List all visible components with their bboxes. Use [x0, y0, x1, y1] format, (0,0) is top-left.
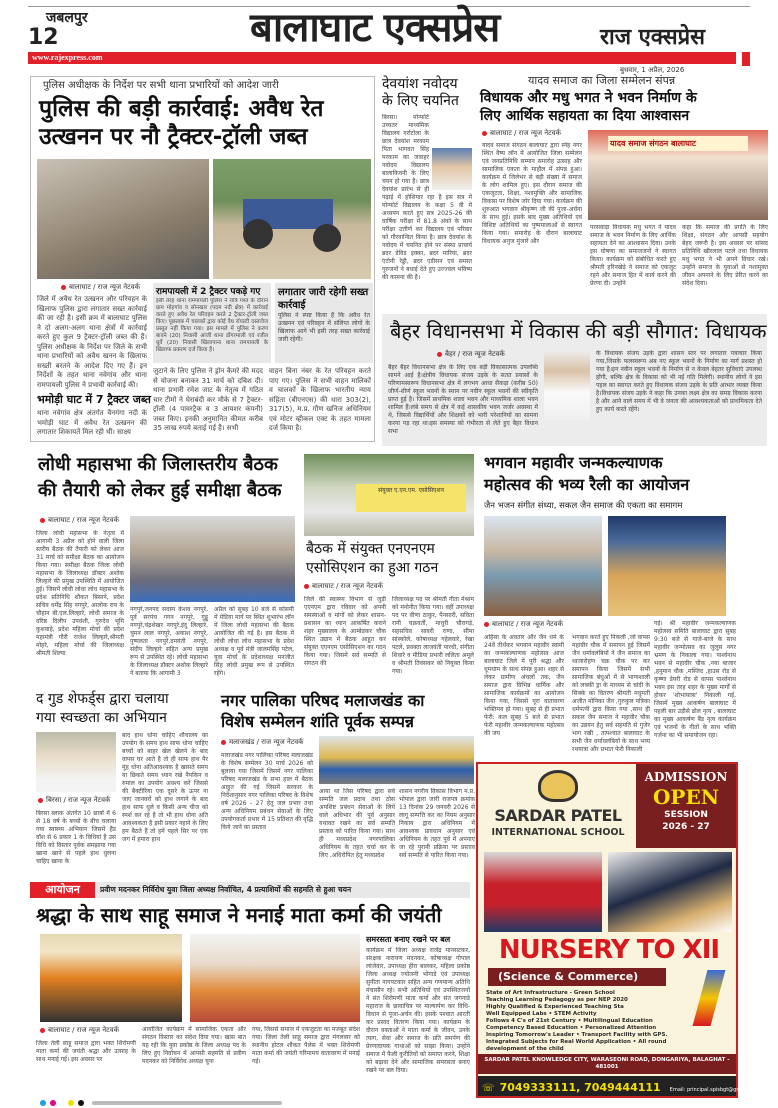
event-banner: यादव समाज संगठन बालाघाट	[608, 136, 748, 151]
photo-bhajan-crowd	[608, 516, 726, 616]
story-kicker: यादव समाज का जिला सम्मेलन संपन्न	[528, 74, 676, 87]
magenta-dot	[50, 1100, 56, 1106]
story-kicker: प्रवीण मदनकर निर्विरोध युवा जिला अध्यक्ष निर्वाचित, 4 प्रत्याशियों की सहमति से हुआ चयन	[100, 885, 352, 894]
story-body: मलाजखंड नगर पालिका परिषद मलाजखंड के विशेष सम्मेलन 30 मार्च 2026 को बुलाया गया जिसमें जिसमें नगर पालिका परिषद मलाजखंड के सभा हाल में बैठक आहूत की गई जिसमें सरकार के निर्देशानुसार नगर पालिका परिषद के विशेष वर्ष 2026 - 27 हेतु जल प्रभार तथा अन्य अधिनियम प्रबंधन सेवाओं के लिए उपयोगकर्ता प्रभार में 15 प्रतिशत की वृद्धि किये जाने का प्रस्ताव	[221, 752, 313, 831]
phone-numbers[interactable]: 7049333111, 7049444111	[499, 1081, 661, 1094]
story-navodaya	[382, 76, 472, 301]
headline-line: विधायक और मधु भगत ने भवन निर्माण के	[480, 90, 697, 106]
headline-line: उत्खनन पर नौ ट्रैक्टर-ट्रॉली जब्त	[39, 124, 308, 150]
photo-police-officers	[37, 159, 209, 279]
story-body: थाना नवेगांव क्षेत्र अंतर्गत वैनगंगा नदी के भमोड़ी घाट में अवैध रेत उत्खनन की लगातार शिकायतें मिल रही थीं। साक्ष्य	[37, 409, 147, 436]
story-good-shepherds	[30, 690, 210, 875]
story-body: भगवान करते हुए निकली ,जो वापस महावीर चौक में समापन हुई जिसमें जैन धर्मावलंबियों ने जैन समाज का ध्वजारोहण चक्र चौक पर कर समापन किया जिसमें सभी सामाजिक बंधुओं में से भाग्यशाली को लक्की ड्रा के माध्यम से चांदी के सिक्के का वितरण श्रीमती मधुमती अजीत मोनिका जैन ,गुरुकुल पत्रिका धर्मपत्नी द्वारा किया गया ,साथ ही सकल जैन समाज ने महावीर चौक का उन्नयन हेतु सर्व सहमति से गुजेर भाग रखी , तत्पश्चात बालाघाट के सभी जैन धर्मावलंबियों के साथ भव्य रथयात्रा और प्रभात फेरी निकाली	[572, 634, 650, 753]
sidebar-text: पुलिस ने स्पष्ट किया है कि अवैध रेत उत्खनन एवं परिवहन में संलिप्त लोगों के खिलाफ आगे भी इसी तरह सख्त कार्रवाई जारी रहेगी।	[278, 312, 370, 343]
story-body: कहा कि समाज की प्रगति के लिए शिक्षा, संगठन और आपसी सहयोग बेहद जरूरी है। इस अवसर पर सांसद प्रतिनिधि खीरलाल पटले तथा विधायक मधु भगत ने भी अपने विचार रखे। उन्होंने समाज के युवाओं से नशामुक्त जीवन अपनाने के लिए प्रेरित करने का संदेश दिया।	[682, 224, 768, 287]
tractor-wheel	[243, 219, 273, 249]
black-dot	[78, 1100, 84, 1106]
newspaper-title: बालाघाट एक्सप्रेस	[250, 5, 500, 51]
byline-text: बालाघाट / राज न्यूज नेटवर्क	[48, 1026, 119, 1034]
story-body: यादव समाज संगठन बालाघाट द्वारा स्नेह नगर स्थित वैष्य लॉन में आयोजित जिला सम्मेलन एवं जनप्रतिनिधि सम्मान समारोह उत्साह और सामाजिक एकता के माहौल में संपन्न हुआ। कार्यक्रम में जिलेभर से बड़ी संख्या में समाज के लोग शामिल हुए। इस दौरान समाज की एकजुटता, शिक्षा, नशामुक्ति और सामाजिक विकास पर विशेष जोर दिया गया। कार्यक्रम की शुरुआत भगवान श्रीकृष्ण जी की पूजा-अर्चना के साथ हुई। इसके बाद मुख्य अतिथियों एवं विशिष्ट अतिथियों का पुष्पमालाओं से स्वागत किया गया। समारोह के दौरान बालाघाट विधायक अनुज मुंजारे और	[482, 142, 582, 245]
story-mahavir-jayanti	[480, 452, 770, 757]
feature-item: Highly Qualified & Experienced Teaching Sta	[486, 1004, 624, 1010]
photo-student	[432, 148, 472, 190]
phone-icon: ☏	[482, 1083, 495, 1094]
story-headline	[39, 95, 374, 151]
story-anm-association	[300, 452, 475, 687]
headline-line: विशेष सम्मेलन शांति पूर्वक सम्पन्न	[221, 712, 415, 731]
story-headline	[221, 690, 477, 732]
headline-line: देवयांश नवोदय	[382, 76, 458, 92]
school-address: SARDAR PATEL KNOWLEDGE CITY, WARASEONI ROAD, DONGARIYA, BALAGHAT - 481001	[478, 1054, 736, 1074]
byline	[484, 620, 563, 629]
byline-text: बैहर / राज न्यूज नेटवर्क	[445, 350, 505, 358]
photo-anm-group	[304, 454, 474, 536]
photo-rally-drummers	[484, 516, 602, 616]
story-body: बिरसा ब्लाक अंतर्गत 10 छात्रों में 6 से 18 वर्ष के बच्चों के बीच चलाया गया स्वास्थ्य अभियान जिसमें हैंड वॉश से 6 प्रकार 1 के विधियां है उस विधि को विस्तार पूर्वक समझाया गया खाना खाने से पहले हाथ धुलना चाहिए खाना के	[36, 810, 116, 865]
feature-item: Teaching Learning Pedagogy as per NEP 2020	[486, 997, 628, 1003]
edition-city: जबलपुर	[46, 10, 88, 26]
story-headline: श्रद्धा के साथ साहू समाज ने मनाई माता कर्मा की जयंती	[36, 903, 442, 927]
story-body: अहिंसा के अवतार और जैन धर्म के 24वें तीर्थंकर भगवान महावीर स्वामी का जन्मकल्याणक महोत्सव आज बालाघाट जिले में पूरी श्रद्धा और धूमधाम के साथ संपन्न हुआ। शहर से लेकर ग्रामीण अंचलों तक, जैन समाज द्वारा विभिन्न धार्मिक और सामाजिक कार्यक्रमों का आयोजन किया गया, जिससे पूरा वातावरण भक्तिमय हो गया। सुबह से ही प्रभात फेरी: कल सुबह 5 बजे से प्रभात फेरी महावीर जन्मकल्याणक महोत्सव की जय	[484, 634, 564, 737]
school-name-line: SARDAR PATEL	[494, 806, 622, 825]
byline	[437, 350, 505, 359]
photo-sahu-samaj-honour	[40, 934, 182, 1022]
yellow-dot	[68, 1100, 74, 1106]
masthead-red-tab	[742, 52, 750, 66]
admission-panel	[636, 764, 736, 848]
story-headline	[382, 76, 472, 110]
photo-lodhi-meeting-group	[130, 516, 295, 602]
cyan-dot	[40, 1100, 46, 1106]
byline-text: बिरसा / राज न्यूज नेटवर्क	[46, 796, 111, 804]
photo-seized-tractors	[213, 159, 371, 279]
headline-line: भगवान महावीर जन्मकल्याणक	[484, 453, 663, 472]
story-body: आयोजित कार्यक्रम में सामाजिक एकता और संगठन विस्तार का संदेश दिया गया। खास बात यह रही कि युवा प्रकोष्ठ के जिला अध्यक्ष पद के लिए हुए निर्वाचन में आपसी सहमति से प्रवीण मदनकर को निर्विरोध अध्यक्ष चुना	[142, 1026, 246, 1065]
section-label: आयोजन	[30, 882, 95, 898]
story-body: वाहन बिना नंबर के रेत परिवहन करते पाए गए। पुलिस ने सभी वाहन मालिकों व चालकों के खिलाफ भारतीय न्याय संहिता (बीएनएस) की धारा 303(2), 317(5), म.प्र. गौण खनिज अधिनियम एवं मोटर व्हीकल एक्ट के तहत मामला दर्ज किया है।	[269, 367, 371, 432]
school-name-line: INTERNATIONAL SCHOOL	[491, 827, 625, 838]
story-body: बैहर बैहर विधानसभा क्षेत्र के लिए एक बड़ी विकासात्मक उपलब्धि सामने आई है।क्षेत्रीय विधायक संजय उइके के सतत प्रयासों के परिणामस्वरूप विधानसभा क्षेत्र में लगभग आधा सैकड़ा (करीब 50) जीर्ण-शीर्ण स्कूल भवनों के स्थान पर नवीन स्कूल भवनों की स्वीकृति प्राप्त हुई है। जिसमें प्राथमिक शाला भवन और माध्यमिक शाला भवन शामिल हैं।लंबे समय से क्षेत्र में कई शासकीय भवन जर्जर अवस्था में थे, जिससे विद्यार्थियों और शिक्षकों को भारी परेशानियों का सामना करना पड़ रहा था।इस समस्या को गंभीरता से लेते हुए बैहर विधान सभा	[388, 364, 538, 435]
session-years: 2026 - 27	[662, 822, 710, 832]
grades-heading: NURSERY TO XII	[498, 935, 720, 965]
story-lodhi-mahasabha	[30, 452, 295, 687]
photo-students-classroom	[608, 852, 732, 932]
photo-kids-red-jackets	[484, 852, 602, 932]
byline-text: बालाघाट / राज न्यूज नेटवर्क	[492, 620, 563, 628]
story-body: जिले में अवैध रेत उत्खनन और परिवहन के खिलाफ पुलिस द्वारा लगातार सख्त कार्रवाई की जा रही है। इसी क्रम में बालाघाट पुलिस ने दो अलग-अलग थाना क्षेत्रों में कार्रवाई करते हुए कुल 9 ट्रैक्टर-ट्रॉली जब्त की हैं। पुलिस अधीक्षक के निर्देश पर जिले के सभी थाना प्रभारियों को अवैध खनन के खिलाफ सख्ती बरतने के आदेश दिए गए हैं। इन निर्देशों के तहत थाना नवेगांव और थाना रामपायली पुलिस ने प्रभावी कार्रवाई की।	[37, 295, 147, 389]
story-body: अप्रैल को सुबह 10 बजे से कोसमी में मेडिया मार्ग पर स्थित शुभारंभ लॉन में जिला लोधी महासभा की बैठक आयोजित की गई है। इस बैठक में लोधी लोधा लोध महासभा के प्रदेश अध्यक्ष व पूर्व मंत्री जालमसिंह पटेल, युवा मोर्चा के प्रदेशाध्यक्ष मनजीत सिंह लोधी प्रमुख रूप से उपस्थित रहेंगे।	[214, 606, 294, 677]
feature-item: Well Equipped Labs • STEM Activity	[486, 1011, 597, 1017]
headline-line: लोधी महासभा की जिलास्तरीय बैठक	[38, 454, 278, 475]
feature-item: Follows 4 C's of 21st Century • Multilingual Education	[486, 1018, 653, 1024]
story-headline	[306, 540, 476, 578]
byline	[40, 516, 119, 525]
byline-text: बालाघाट / राज न्यूज नेटवर्क	[490, 129, 561, 137]
story-malajkhand	[215, 690, 477, 875]
story-body: आया था जिस परिषद द्वारा सर्व सम्मति जल प्रदाय तथा ठोस अपशिष्ट प्रबंधन सेवाओं के लिये वाले अधिभार की पूर्व अनुसार यथावत रखने का सर्व सम्मति प्रस्ताव को पारित किया गया। साथ ही मध्यप्रदेश नगरपालिका अधिनियम के तहत चर्चा कर के लिए ,अधिरोपित हेतु मध्यप्रदेश	[319, 788, 395, 859]
story-headline: बैहर विधानसभा में विकास की बड़ी सौगात: विधायक	[390, 319, 767, 343]
story-yadav-samaj	[478, 74, 768, 306]
headline-line: के लिए चयनित	[382, 93, 459, 109]
story-police-sand	[30, 76, 375, 442]
school-crest-icon	[538, 770, 578, 802]
grey-bar	[92, 1101, 282, 1105]
story-body: गया, जिससे समाज में एकजुटता का मजबूत संदेश गया। जिला तेली साहू समाज द्वारा मंगलवार को स्थानीय होटल शौकत पैलेस में भक्त शिरोमणी माता कर्मा की जयंती गरिमामय वातावरण में मनाई गई।	[252, 1026, 360, 1065]
story-body: बिरसा। मोन्फोर्ट उच्चतर माध्यमिक विद्यालय गर्राटोला के छात्र देवयांश मरकाम पिता भागवत सिंह मरकाम का जवाहर नवोदय विद्यालय बालाकिवनी के लिए चयन हो गया है। छात्र देवयांश प्रारंभ से ही पढ़ाई में होशियार रहा है इस सत्र में मोन्फोर्ट विद्यालय के कक्षा 5 वी में अध्ययन करते हुए सत्र 2025-26 की वार्षिक परीक्षा में 81.8 अंको के साथ परीक्षा उत्तीर्ण कर विद्यालय एवं परिवार को गौरवान्वित किया है। छात्र देवयांश के नवोदय में चयनित होने पर संस्था प्राचार्य ब्रदर डेविड इक्का, ब्रदर मारिया, ब्रदर एंटोनी रेड्डी, ब्रदर एडीसन एवं समस्त गुरुजनों ने बधाई देते हुए उज्ज्वल भविष्य की कामना की है।	[382, 114, 472, 281]
page-number: 12	[28, 25, 59, 50]
sidebar-title: लगातार जारी रहेगी सख्त कार्रवाई	[278, 287, 369, 311]
registration-marks	[40, 1100, 440, 1107]
story-headline	[480, 89, 768, 125]
ad-sardar-patel-school[interactable]	[476, 762, 760, 1098]
headline-line: बैठक में संयुक्त एनएनएम	[306, 541, 435, 557]
story-subheadline: जैन भजन संगीत संध्या, सकल जैन समाज की एकता का समागम	[484, 501, 683, 511]
feature-item: State of Art Infrastructure - Green School	[486, 990, 615, 996]
brand-name: राज एक्सप्रेस	[600, 25, 705, 50]
byline-text: बालाघाट / राज न्यूज नेटवर्क	[69, 283, 140, 291]
admission-label: ADMISSION	[644, 770, 728, 784]
story-headline	[36, 690, 214, 728]
headline-line: लिए आर्थिक सहायता का दिया आश्वासन	[480, 108, 690, 124]
photo-children-handwash	[36, 732, 116, 792]
photo-mla-sanjay-uikey	[544, 350, 590, 420]
story-body: परसवाड़ा विधायक मधु भगत ने यादव समाज के भवन निर्माण के लिए आर्थिक सहायता देने का आश्वासन दिया। उनके इस घोषणा का समाजजनों ने स्वागत किया। कार्यक्रम को संबोधित करते हुए श्रीमती हरिनखेड़े ने समाज को एकजुट रहने और समाज हित में कार्य करने की प्रेरणा दी। उन्होंने	[590, 224, 676, 287]
contact-email[interactable]: Email: principal.spisbgt@gmail.com	[669, 1087, 760, 1093]
byline	[221, 738, 304, 747]
story-body: शासन नगरीय विकास विभाग म.प्र. भोपाल द्वारा जारी राजपत्र क्रमांक 13 दिनांक 29 जनवरी 2026 से लागू सम्पत्ति कर का नियम अनुसार निकाय द्वारा अधिनियम में आवश्यक प्रावधान अनुसार एवं अधिनियम के तहत पूर्व में अपनाए जा रहे पुरानी प्रक्रिया पर प्रस्ताव सर्व सम्मति से पारित किया गया।	[399, 788, 475, 859]
story-baihar	[382, 314, 767, 446]
feature-item: Inspiring Tomorrow's Leader • Transport Facility with GPS.	[486, 1032, 668, 1038]
sidebar-text: इसी तरह थाना रामपायली पुलिस ने रात्रि गश्त के दौरान ग्राम मोहगांव व सोनखार (पदम नदी क्षेत्र) में कार्रवाई करते हुए अवैध रेत परिवहन करते 2 ट्रैक्टर-ट्रॉली जब्त किए। पूछताछ में चालकों द्वारा कोई वैध रॉयल्टी दस्तावेज प्रस्तुत नहीं किया गया। इस मामले में पुलिस ने करण बावने (20) निवासी आंजी थाना डोंगरमाली एवं रजीत धुर्वे (20) निवासी खिलापाना थाना रामपायली के खिलाफ प्रकरण दर्ज किया है।	[156, 298, 268, 353]
headline-line: द गुड शेफर्ड्स द्वारा चलाया	[36, 691, 169, 707]
feature-item: Competency Based Education • Personalized Attention	[486, 1025, 657, 1031]
sidebar-title: रामपायली में 2 ट्रैक्टर पकड़े गए	[156, 287, 261, 297]
headline-line: गया स्वच्छता का अभियान	[36, 710, 167, 726]
byline-text: बालाघाट / राज न्यूज नेटवर्क	[48, 516, 119, 524]
headline-line: नगर पालिका परिषद मलाजखंड का	[221, 691, 425, 710]
photo-municipal-building	[319, 736, 474, 784]
byline	[482, 129, 561, 138]
headline-line: की तैयारी को लेकर हुई समीक्षा बैठक	[38, 480, 282, 501]
story-subhead: भमोड़ी घाट में 7 ट्रैक्टर जब्त	[37, 393, 151, 406]
open-label: OPEN	[653, 785, 719, 809]
headline-line: एसोसिएशन का हुआ गठन	[306, 560, 439, 576]
association-banner: संयुक्त ए.एन.एम. एसोसिएशन	[356, 484, 466, 512]
contact-bar	[478, 1076, 760, 1096]
story-kicker: पुलिस अधीक्षक के निर्देश पर सभी थाना प्रभारियों को आदेश जारी	[43, 80, 279, 91]
story-body: जिलाध्यक्ष पद पर श्रीमती गीता मेश्राम को मनोनीत किया गया। वहीं उपाध्यक्ष पद पर वीणा ठाकुर, पैनसारी, सविता रानी चक्रवर्ती, माधुरी चौरागड़े, सहसचिव सावरी राणा, सीमा सांस्कोले, कोषाध्यक्ष गहेलवारे, रेखा पटले, प्रवक्ता लाजवंती पारधी, संगीता शिवारे व मीडिया प्रभारी ललिता अमूले व श्रीमती तिवसकर को नियुक्त किया गया।	[392, 596, 474, 675]
masthead-red-bar	[28, 52, 736, 64]
story-headline	[38, 452, 298, 504]
photo-yadav-samaj-stage	[588, 130, 768, 220]
sidebar-text: कार्यक्रम में जिला अध्यक्ष राजेंद्र मानसटकर, संरक्षक नारायण मदनकर, कोषाध्यक्ष गोपाल लांजेवार, उपाध्यक्ष हीरा बालकर, महिला प्रकोष्ठ जिला अध्यक्ष ज्योत्स्नी भोंगाडे एवं उपाध्यक्ष सुनीता नागपटकार सहित अन्य गणमान्य अतिथि मंचासीन रहे। सभी अतिथियों एवं उपस्थितजनों ने संत शिरोमणी माता कर्मा और संत जगनाडे महाराज के छायाचित्र पर माल्यार्पण कर विधि-विधान से पूजा-अर्चन की। इसके पश्चात आरती कर प्रसाद वितरण किया गया। कार्यक्रम के दौरान वक्ताओं ने माता कर्मा के जीवन, उनके त्याग, सेवा और समाज के प्रति समर्पण की प्रेरणादायक गाथाओं को साझा किया। उन्होंने समाज में फैली कुरीतियों को समाप्त करने, शिक्षा को बढ़ावा देने और सामाजिक समरसता बनाए रखने पर बल दिया।	[366, 947, 470, 1074]
sidebar-continued-action	[275, 283, 373, 363]
feature-item: Integrated Subjects for Real World Application • All round development of the child	[486, 1039, 667, 1052]
byline-text: मलाजखंड / राज न्यूज नेटवर्क	[229, 738, 304, 746]
story-body: जिले की स्वास्थ्य विभाग से जुड़ी एएनएम द्वारा रविवार को अपनी समस्याओं व मांगों को लेकर शासन-प्रशासन का ध्यान आकर्षित कराने शहर मुख्यालय के आम्बेडकर चौक स्थित उद्यान में बैठक आहूत कर संयुक्त एएनएम एसोसिएशन का गठन किया गया। जिसमें सर्व सम्मति से संगठन की	[304, 596, 386, 667]
byline	[40, 1026, 119, 1035]
headline-line: पुलिस की बड़ी कार्रवाई: अवैध रेत	[39, 96, 324, 122]
byline-text: बालाघाट / राज न्यूज नेटवर्क	[312, 582, 383, 590]
byline	[304, 582, 383, 591]
story-body: गई। श्री महावीर जन्मकल्याणक महोत्सव समिति बालाघाट द्वारा सुबह 9:30 बजे से गाजे-बाजे के साथ महावीर जन्मोत्सव का जुलूस नगर भ्रमण के निकाला गया। पार्श्वनाथ भवन से महावीर चौक ,नया बाजार ,हनुमान चौक ,मस्जिद ,हाउस रोड से कृष्णा डेयरी रोड से वापस पार्श्वनाथ भवन इस तरह शहर के मुख्य मार्गों से होकर 'शोभायात्रा' निकाली गई, जिसमें मुख्य आकर्षण बालाघाट में पहली बार उड़ीसे ढोल नृत्य , बालाघाट का मुख्य आकर्षण बैंड नृत्य कार्यक्रम एवं भजनों के गीतों के साथ भक्ति गर्जना का भी समायोजन रहा।	[654, 620, 736, 739]
features-list	[486, 990, 698, 1053]
section-strip	[30, 882, 470, 898]
headline-line: महोत्सव की भव्य रैली का आयोजन	[484, 475, 690, 494]
issue-date: बुधवार, 1 अप्रैल, 2026	[620, 66, 685, 74]
story-body: के विधायक संजय उइके द्वारा शासन स्तर पर लगातार पत्राचार किया गया,जिसके फलस्वरूप अब नए स्कूल भवनों के निर्माण का मार्ग प्रशस्त हो गया है।इन नवीन स्कूल भवनों के निर्माण से न केवल बेहतर सुविधाएं उपलब्ध होंगी, बल्कि क्षेत्र के विकास को भी नई गति मिलेगी। स्थानीय लोगों ने इस पहल का स्वागत करते हुए विधायक संजय उइके के प्रति आभार व्यक्त किया है।विधायक संजय उइके ने कहा कि उनका लक्ष्य क्षेत्र का समग्र विकास करना है और आने वाले समय में भी वे जनता की आवश्यकताओं को प्राथमिकता देते हुए कार्य करते रहेंगे।	[596, 350, 762, 413]
byline	[38, 796, 110, 805]
photo-sahu-samaj-audience	[190, 934, 360, 1022]
story-body: जुटाने के लिए पुलिस ने ड्रोन कैमरे की मदद से योजना बनाकर 31 मार्च को दबिश दी। थाना प्रभारी रमेश जाट के नेतृत्व में गठित चार टीमों ने घेराबंदी कर मौके से 7 ट्रैक्टर-ट्रॉली (4 पावरट्रैक व 3 आयशर कंपनी) जब्त किए। इनकी अनुमानित कीमत करीब 35 लाख रुपये बताई गई है। सभी	[153, 367, 263, 432]
byline	[61, 283, 140, 292]
session-label: SESSION	[664, 810, 708, 820]
sidebar-rampayli	[153, 283, 271, 363]
story-body: नगपुरे,जनपद सदस्य केशव नगपुरे, पूर्व सरपंच गगन नगपुरे, गुड्डू नगपुरे,चंद्रशेखर नगपुरे,इंदु लिल्हारे, चुमन लाल नगपुरे, अकाश नगपुरे, पुष्पलता नगपुरे,दमयंती नगपुरे, संदीप लिल्हारे सहित अन्य प्रमुख रूप से उपस्थित रहे। लोधी महासभा के जिलाध्यक्ष डॉक्टर अशोक लिल्हारे ने बताया कि आगामी 3	[130, 606, 208, 677]
streams-banner: (Science & Commerce)	[488, 968, 666, 986]
story-headline	[484, 452, 770, 496]
tractor-wheel	[313, 224, 341, 252]
sidebar-title: समरसता बनाए रखने पर बल	[366, 935, 451, 944]
story-body: जिला लोधी महासभा के नेतृत्व में आगामी 3 अप्रैल को होने वाली जिला स्तरीय बैठक की तैयारी को लेकर आज 31 मार्च को समीक्षा बैठक का आयोजन किया गया। समीक्षा बैठक जिला लोधी महासभा के जिलाध्यक्ष डॉक्टर अशोक लिल्हारे की प्रमुख उपस्थिति में आयोजित हुई। जिसमें लोधी लोधा लोध महासभा के प्रदेश प्रतिनिधि शौकत बिसाने, प्रदेश सचिव धर्मेंद्र सिंह नगपुरे, आलोक राय के चौहान बी.एल.लिल्हारे, लोधी समाज के वरिष्ठ दिलीप उपवंशी, गुरुदेव भूमि कुशवाहे, प्रदेश महिला मोर्चा की प्रदेश महामंत्री गौरी राजेश लिल्हारे,श्रीमती मोहरे, महिला मोर्चा की जिलाध्यक्ष श्रीमती शिल्पा	[36, 530, 124, 657]
website-link[interactable]: www.rajexpress.com	[32, 53, 103, 62]
story-body: बाद हाथ धोना चाहिए शौचालय का उपयोग के समय हाथ साफ धोना चाहिए बच्चों को बाहर खेल खेलने के बाद वापस घर आते है तो ही साफ हाथ पैर मुंह धोना अतिआवश्यक है खासते समय या छिकते समय ध्यान रखे नैपकिन व रुमाल का उपयोग अवश्य करें जिससे की बैक्टीरिया एक दूसरे के ऊपर ना जाए जानवरों को हाथ लगाने के बाद हाथ साफ धुले व किसी अन्य चीज को स्पर्श कर रहे है तो भी हाथ धोना अति आवश्यकता है इसी प्रकार नहाने के लिए हम बैठते हैं तो हमें पहले सिर पर एक जग में हमारा हाथ	[122, 732, 208, 843]
school-name	[482, 806, 634, 839]
story-body: जिला तेली साहू समाज द्वारा भक्त शिरोमणी माता कर्मा की जयंती श्रद्धा और उत्साह के साथ मनाई गई। इस अवसर पर	[36, 1040, 136, 1063]
